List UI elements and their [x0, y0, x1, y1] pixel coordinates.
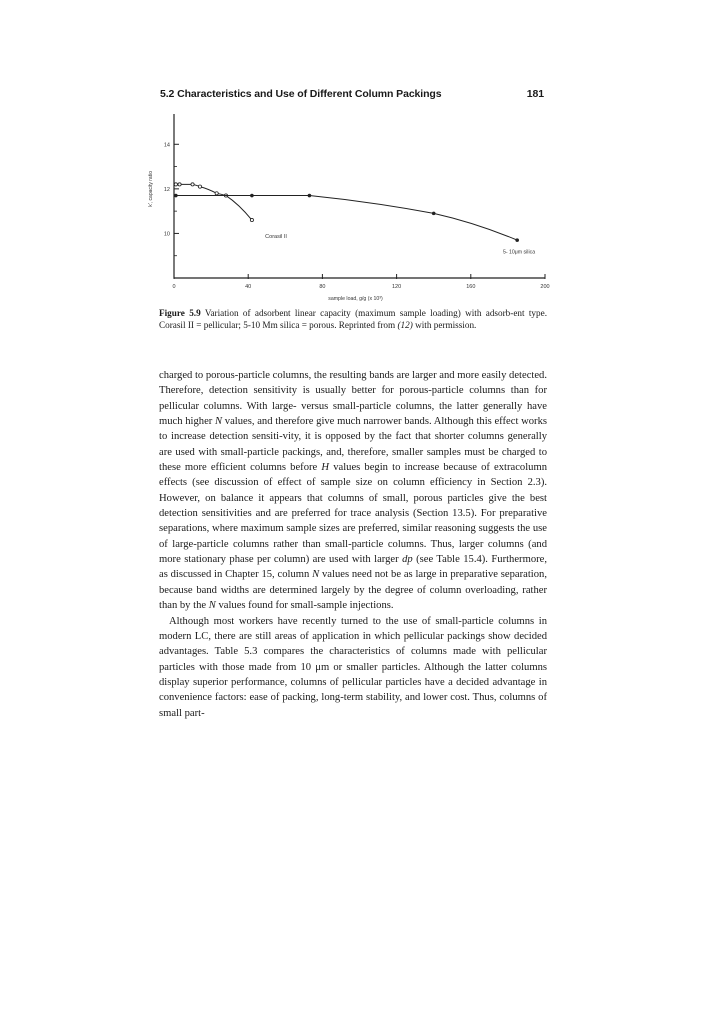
- x-axis-label: sample load, g/g (x 10³): [328, 296, 383, 302]
- body-text: [159, 368, 547, 721]
- data-point-filled: [174, 194, 178, 198]
- data-point-open: [174, 183, 177, 186]
- chart-ticks: [164, 142, 550, 290]
- y-tick-label: 12: [163, 186, 170, 193]
- y-tick-label: 10: [163, 231, 170, 238]
- data-point-open: [191, 183, 194, 186]
- x-tick-label: 160: [466, 284, 476, 290]
- x-tick-label: 80: [319, 284, 326, 290]
- data-point-filled: [250, 194, 254, 198]
- figure-caption: [159, 308, 547, 332]
- data-point-filled: [515, 238, 519, 242]
- paragraph-1: charged to porous-particle columns, the resulting bands are larger and more easily detected. Therefore, detection sensitivity is usually better for porous-particle columns than for pellicular columns. With large- versus small-particle columns, the latter generally have much higher N values, and therefore give much narrower bands. Although this effect works to increase detection sensiti-vity, it is opposed by the fact that shorter columns generally are used with small-particle packings, and, therefore, smaller samples must be charged to these more efficient columns before H values begin to increase because of extracolumn effects (see discussion of effect of sample size on column efficiency in Section 2.3). However, on balance it appears that columns of small, porous particles give the best detection sensitivities and are preferred for trace analysis (Section 13.5). For preparative separations, where maximum sample sizes are preferred, similar reasoning suggests the use of large-particle columns rather than small-particle columns. Thus, larger columns (and more stationary phase per column) are used with larger dp (see Table 15.4). Furthermore, as discussed in Chapter 15, column N values need not be as large in preparative separation, because band widths are determined largely by the degree of column overloading, rather than by the N values found for small-sample injections.: [159, 370, 548, 612]
- x-tick-label: 200: [540, 284, 550, 290]
- caption-text-end: with permission.: [412, 319, 477, 330]
- x-tick-label: 0: [172, 284, 176, 290]
- x-tick-label: 120: [392, 284, 402, 290]
- x-tick-label: 40: [245, 284, 252, 290]
- figure-5-9: [140, 110, 560, 310]
- data-point-open: [178, 183, 181, 186]
- annotation-silica: 5- 10μm silica: [502, 249, 536, 256]
- caption-text: Variation of adsorbent linear capacity (maximum sample loading) with adsorb-ent type. Corasil II = pellicular; 5-10 Mm silica = porous. Reprinted from: [159, 308, 547, 330]
- data-point-open: [215, 192, 218, 195]
- data-point-filled: [432, 212, 436, 216]
- paragraph-2: Although most workers have recently turned to the use of small-particle columns in modern LC, there are still areas of application in which pellicular packings show decided advantages. Table 5.3 compares the characteristics of columns made with pellicular particles with those made from 10 μm or smaller particles. Although the latter columns display superior performance, columns of pellicular particles have a decided advantage in convenience factors: ease of packing, long-term stability, and lower cost. Thus, columns of small part-: [159, 615, 547, 719]
- y-tick-label: 14: [163, 142, 170, 149]
- section-title: 5.2 Characteristics and Use of Different Column Packings: [160, 88, 442, 100]
- page-number: 181: [526, 88, 544, 100]
- data-point-open: [250, 218, 253, 221]
- chart-series: [174, 183, 519, 242]
- data-point-open: [198, 185, 201, 188]
- y-axis-label: k', capacity ratio: [148, 171, 154, 207]
- annotation-corasil: Corasil II: [265, 233, 287, 240]
- chart-labels: [148, 171, 535, 302]
- series-line-corasil: [176, 184, 252, 220]
- caption-label: Figure 5.9: [159, 308, 201, 318]
- data-point-filled: [308, 194, 312, 198]
- capacity-chart: [140, 110, 560, 310]
- series-line-silica: [176, 196, 517, 241]
- caption-reference: (12): [397, 319, 413, 330]
